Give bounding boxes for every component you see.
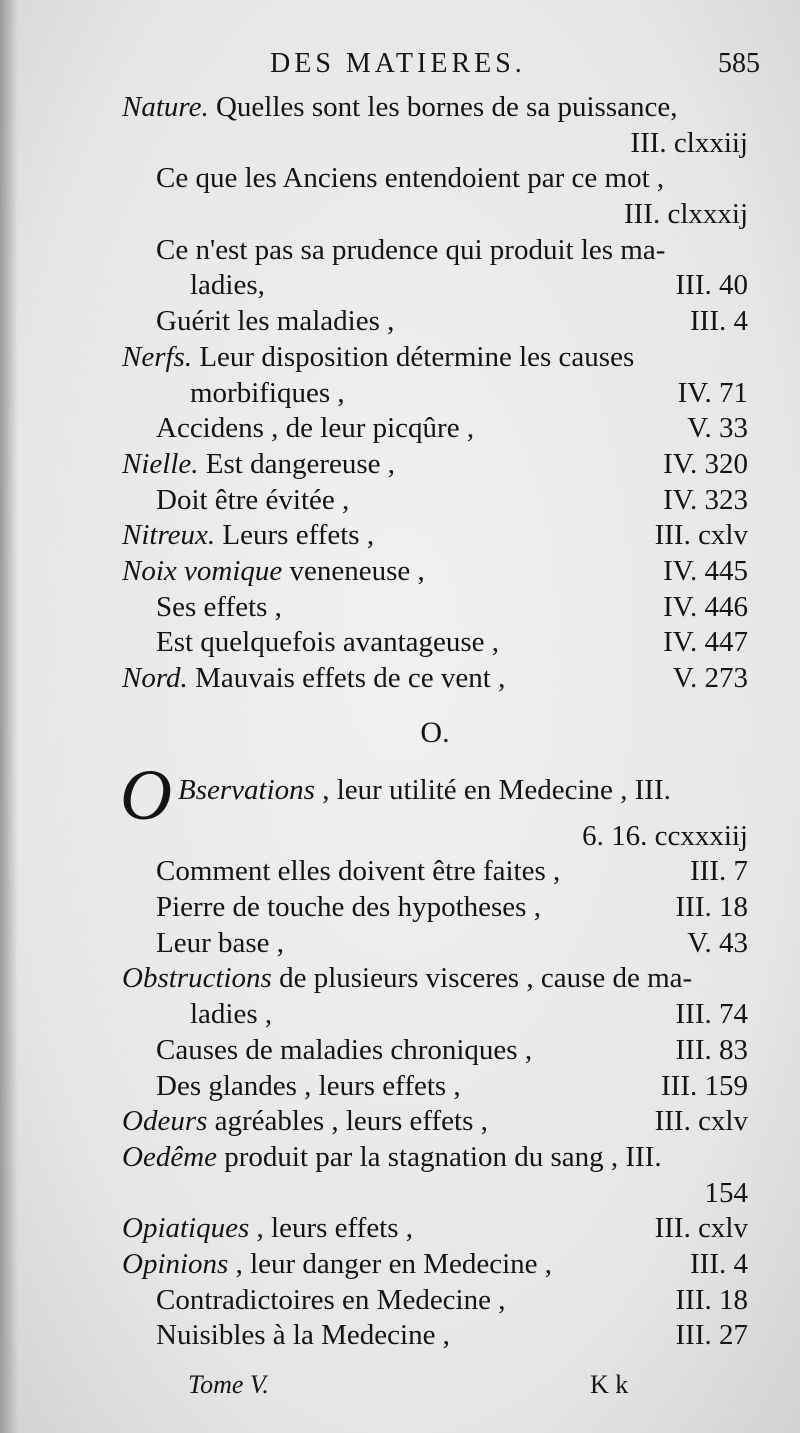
entry-text	[156, 926, 284, 962]
entry-reference: III. clxxiij	[630, 126, 748, 159]
index-subentry	[122, 926, 748, 962]
entry-description: Accidens , de leur picqûre ,	[156, 412, 475, 445]
entry-text	[190, 376, 345, 412]
entry-description: ladies,	[190, 269, 265, 302]
entry-text	[156, 1033, 532, 1069]
page-number: 585	[718, 48, 760, 79]
entry-reference: 6. 16. ccxxxiij	[582, 819, 748, 852]
volume-label: Tome V.	[188, 1370, 269, 1399]
entry-text	[122, 1247, 552, 1283]
entry-headword: Bservations	[178, 773, 315, 806]
entry-headword: Nature.	[122, 91, 209, 123]
index-entry	[122, 447, 748, 483]
entry-headword: Nielle.	[122, 447, 199, 480]
entry-text	[122, 447, 395, 483]
index-subentry	[122, 854, 748, 890]
entry-text	[156, 590, 282, 626]
entry-description: agréables , leurs effets ,	[207, 1105, 488, 1138]
entry-reference: III. 18	[675, 891, 748, 924]
entry-text	[156, 161, 664, 197]
entry-description: Contradictoires en Medecine ,	[156, 1283, 506, 1316]
index-subentry	[122, 1318, 748, 1354]
entry-description: Pierre de touche des hypotheses ,	[156, 891, 541, 924]
entry-reference: III. 18	[675, 1283, 748, 1316]
entry-description: de plusieurs visceres , cause de ma-	[271, 962, 693, 995]
entry-headword: Opiatiques	[122, 1212, 250, 1245]
index-block-n	[122, 90, 748, 697]
entry-reference: III. 40	[675, 269, 748, 302]
index-entry	[122, 1211, 748, 1247]
entry-text	[122, 340, 634, 376]
entry-text	[122, 1104, 488, 1140]
entry-reference-line	[122, 126, 748, 162]
entry-reference: III. 159	[661, 1069, 748, 1102]
entry-text	[122, 961, 692, 997]
entry-reference: III. 4	[690, 305, 748, 338]
entry-description: Ses effets ,	[156, 590, 282, 623]
entry-description: Est quelquefois avantageuse ,	[156, 626, 500, 659]
entry-text	[156, 411, 474, 447]
entry-description: Des glandes , leurs effets ,	[156, 1069, 461, 1102]
entry-reference-line	[122, 197, 748, 233]
entry-description: Leur disposition détermine les causes	[192, 340, 635, 373]
entry-description: produit par la stagnation du sang , III.	[217, 1140, 662, 1173]
entry-text	[122, 1140, 662, 1176]
index-block-o	[120, 754, 748, 1354]
index-subentry	[122, 483, 748, 519]
index-subentry	[122, 1033, 748, 1069]
index-entry	[122, 340, 748, 376]
entry-reference: III. clxxxij	[623, 198, 748, 231]
entry-text	[156, 304, 394, 340]
index-entry	[122, 1104, 748, 1140]
index-subentry	[122, 625, 748, 661]
index-subentry	[122, 268, 748, 304]
entry-description: Est dangereuse ,	[198, 447, 396, 480]
entry-headword: Noix vomique	[122, 554, 283, 587]
index-entry	[122, 1247, 748, 1283]
index-subentry	[122, 1283, 748, 1319]
entry-reference: IV. 445	[663, 554, 748, 587]
entry-description: veneneuse ,	[282, 554, 425, 587]
entry-headword: Obstructions	[122, 962, 272, 995]
section-letter: O.	[420, 715, 450, 749]
entry-description: Ce n'est pas sa prudence qui produit les ma-	[156, 233, 666, 266]
entry-reference: III. cxlv	[654, 1212, 748, 1245]
entry-reference: III. cxlv	[654, 519, 748, 552]
entry-text	[156, 625, 499, 661]
entry-text	[122, 661, 505, 697]
entry-text	[156, 483, 349, 519]
entry-headword: Nerfs.	[122, 340, 193, 373]
entry-reference: III. 27	[675, 1319, 748, 1352]
entry-description: , leurs effets ,	[249, 1212, 414, 1245]
entry-description: Guérit les maladies ,	[156, 305, 395, 338]
index-entry	[122, 1140, 748, 1176]
entry-reference: IV. 447	[663, 626, 748, 659]
signature-mark: K k	[590, 1370, 629, 1399]
entry-text	[122, 1211, 413, 1247]
entry-reference: III. 74	[675, 998, 748, 1031]
index-subentry	[122, 376, 748, 412]
index-subentry	[122, 411, 748, 447]
entry-reference: V. 43	[687, 926, 748, 959]
index-subentry	[122, 233, 748, 269]
running-title: DES MATIERES.	[270, 48, 526, 79]
entry-description: Causes de maladies chroniques ,	[156, 1033, 533, 1066]
index-entry	[120, 754, 748, 835]
index-entry	[122, 90, 748, 126]
page-footer	[188, 1370, 740, 1410]
index-subentry	[122, 1069, 748, 1105]
entry-text	[156, 233, 665, 269]
entry-text	[122, 518, 374, 554]
entry-description: Nuisibles à la Medecine ,	[156, 1319, 450, 1352]
entry-text	[156, 1318, 450, 1354]
entry-reference: 154	[704, 1176, 748, 1209]
entry-headword: Odeurs	[122, 1105, 208, 1138]
entry-description: Doit être évitée ,	[156, 483, 350, 516]
entry-reference: III. 7	[690, 855, 748, 888]
index-entry	[122, 518, 748, 554]
entry-text	[122, 90, 677, 126]
entry-description: , leur danger en Medecine ,	[228, 1247, 553, 1280]
index-entry	[122, 661, 748, 697]
entry-text	[190, 997, 272, 1033]
entry-reference-line	[122, 819, 748, 855]
index-subentry	[122, 590, 748, 626]
entry-reference: V. 273	[672, 662, 748, 694]
entry-reference-line	[122, 1176, 748, 1212]
entry-text	[156, 1283, 506, 1319]
entry-text	[190, 268, 265, 304]
entry-description: Leur base ,	[156, 926, 285, 959]
entry-reference: IV. 71	[677, 376, 748, 409]
entry-description: Quelles sont les bornes de sa puissance,	[208, 91, 678, 123]
entry-description: ladies ,	[190, 998, 273, 1031]
entry-headword: Opinions	[122, 1247, 229, 1280]
index-subentry	[122, 304, 748, 340]
entry-text	[122, 554, 425, 590]
entry-reference: III. cxlv	[654, 1105, 748, 1138]
index-entry	[122, 961, 748, 997]
entry-description: , leur utilité en Medecine , III.	[314, 773, 671, 806]
entry-description: Ce que les Anciens entendoient par ce mot ,	[156, 162, 665, 195]
entry-headword: Nord.	[122, 662, 188, 694]
entry-description: Mauvais effets de ce vent ,	[187, 662, 506, 694]
entry-headword: Oedême	[122, 1140, 218, 1173]
entry-reference: III. 83	[675, 1033, 748, 1066]
entry-text	[156, 1069, 461, 1105]
index-body	[122, 90, 748, 1354]
entry-reference: IV. 320	[663, 447, 748, 480]
entry-description: morbifiques ,	[190, 376, 345, 409]
drop-cap: O	[120, 754, 172, 835]
entry-text	[156, 890, 541, 926]
entry-reference: IV. 323	[663, 483, 748, 516]
entry-headword: Nitreux.	[122, 519, 216, 552]
entry-reference: V. 33	[687, 412, 748, 445]
entry-description: Comment elles doivent être faites ,	[156, 855, 561, 888]
entry-text	[156, 854, 560, 890]
index-subentry	[122, 890, 748, 926]
entry-reference: IV. 446	[663, 590, 748, 623]
index-entry	[122, 554, 748, 590]
entry-description: Leurs effets ,	[215, 519, 375, 552]
index-subentry	[122, 161, 748, 197]
page-header	[270, 48, 760, 84]
entry-reference: III. 4	[690, 1247, 748, 1280]
entry-text	[178, 773, 671, 809]
index-subentry	[122, 997, 748, 1033]
